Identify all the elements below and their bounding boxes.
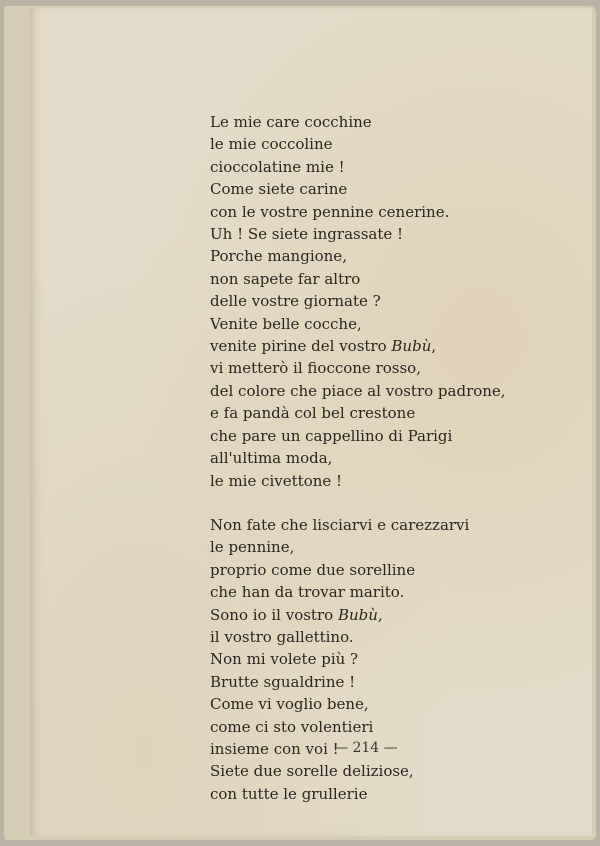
poem-line: Siete due sorelle deliziose, xyxy=(210,762,414,781)
poem-line: le mie coccoline xyxy=(210,135,333,154)
poem-line: all'ultima moda, xyxy=(210,449,333,468)
poem-line: che han da trovar marito. xyxy=(210,583,405,602)
poem-line: Non fate che lisciarvi e carezzarvi xyxy=(210,515,470,534)
poem-line: proprio come due sorelline xyxy=(210,560,416,579)
poem-line: con le vostre pennine cenerine. xyxy=(210,202,450,221)
poem-line: vi metterò il fioccone rosso, xyxy=(210,359,421,378)
poem-line: le pennine, xyxy=(210,538,295,557)
poem-line: Non mi volete più ? xyxy=(210,650,359,669)
poem-line: venite pirine del vostro Bubù, xyxy=(210,337,437,356)
book-page xyxy=(30,8,592,836)
poem-line: delle vostre giornate ? xyxy=(210,292,381,311)
stanza-1 xyxy=(210,111,530,492)
poem-line: Uh ! Se siete ingrassate ! xyxy=(210,225,404,244)
poem-line: che pare un cappellino di Parigi xyxy=(210,426,453,445)
poem-line: Sono io il vostro Bubù, xyxy=(210,605,383,624)
poem-line: Porche mangione, xyxy=(210,247,347,266)
poem-line: e fa pandà col bel crestone xyxy=(210,404,416,423)
poem-line: Come siete carine xyxy=(210,180,348,199)
poem-line: del colore che piace al vostro padrone, xyxy=(210,381,506,400)
page-number: — 214 — xyxy=(334,740,398,756)
poem-line: non sapete far altro xyxy=(210,269,361,288)
poem-line: insieme con voi ! xyxy=(210,739,339,758)
poem-line: come ci sto volentieri xyxy=(210,717,374,736)
poem-line: Venite belle cocche, xyxy=(210,314,362,333)
italic-name: Bubù xyxy=(391,337,432,356)
poem-text xyxy=(210,111,530,805)
poem-line: Come vi voglio bene, xyxy=(210,695,369,714)
poem-line: il vostro gallettino. xyxy=(210,627,354,646)
poem-line: cioccolatine mie ! xyxy=(210,157,345,176)
poem-line: Le mie care cocchine xyxy=(210,113,372,131)
poem-line: Brutte sgualdrine ! xyxy=(210,672,356,691)
poem-line: le mie civettone ! xyxy=(210,471,343,490)
italic-name: Bubù xyxy=(337,605,378,624)
stanza-2 xyxy=(210,514,530,805)
poem-line: con tutte le grullerie xyxy=(210,784,368,803)
